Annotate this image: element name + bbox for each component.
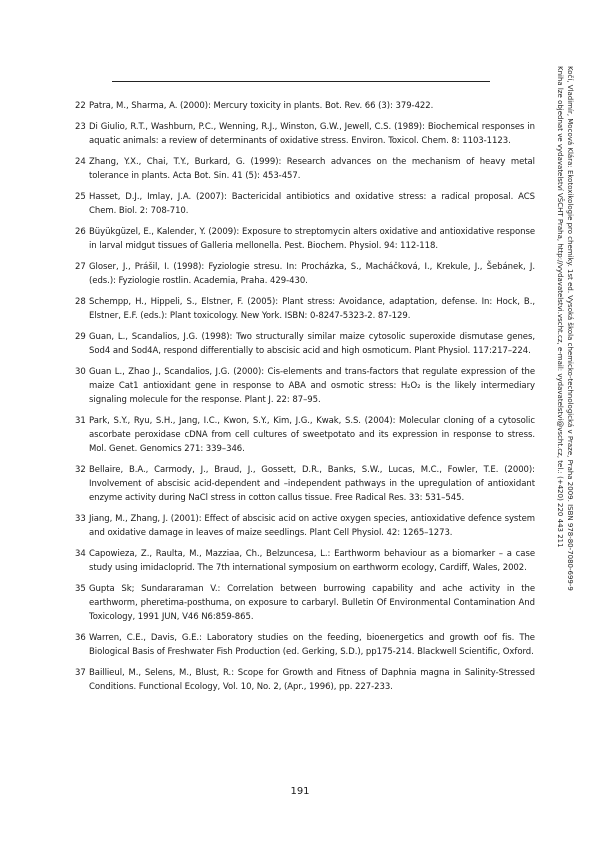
reference-item bbox=[75, 295, 535, 323]
reference-item bbox=[75, 414, 535, 456]
reference-number: 22 bbox=[75, 101, 86, 111]
reference-text: Bellaire, B.A., Carmody, J., Braud, J., Gossett, D.R., Banks, S.W., Lucas, M.C., Fowler, T.E. (2000): Involvement of abscisic acid-dependent and –independent pathways in the upregulation of antioxidant enzyme activity during NaCl stress in cotton callus tissue. Free Radical Res. 33: 531–545. bbox=[89, 465, 535, 503]
reference-number: 29 bbox=[75, 332, 86, 342]
reference-number: 37 bbox=[75, 668, 86, 678]
reference-number: 34 bbox=[75, 549, 86, 559]
reference-number: 36 bbox=[75, 633, 86, 643]
reference-item bbox=[75, 225, 535, 253]
reference-text: Schempp, H., Hippeli, S., Elstner, F. (2005): Plant stress: Avoidance, adaptation, defense. In: Hock, B., Elstner, E.F. (eds.): Plant toxicology. New York. ISBN: 0-8247-5323-2. 87-129. bbox=[89, 297, 535, 321]
reference-number: 33 bbox=[75, 514, 86, 524]
reference-item bbox=[75, 512, 535, 540]
reference-text: Guan L., Zhao J., Scandalios, J.G. (2000): Cis-elements and trans-factors that regulate expression of the maize Cat1 antioxidant gene in response to ABA and osmotic stress: H₂O₂ is the likely intermediary signaling molecule for the response. Plant J. 22: 87–95. bbox=[89, 367, 535, 405]
reference-number: 32 bbox=[75, 465, 86, 475]
reference-item bbox=[75, 631, 535, 659]
side-note-line-2: Kniha lze objednat ve vydavatelství VŠCHT Praha, http://vydavatelstvi.vscht.cz, e-mail: vydavatelstvi@vscht.cz, tel.: (+420) 220 443 211 bbox=[556, 66, 564, 548]
reference-number: 23 bbox=[75, 122, 86, 132]
reference-text: Patra, M., Sharma, A. (2000): Mercury toxicity in plants. Bot. Rev. 66 (3): 379-422. bbox=[89, 101, 434, 111]
reference-number: 30 bbox=[75, 367, 86, 377]
reference-item bbox=[75, 99, 535, 113]
reference-text: Warren, C.E., Davis, G.E.: Laboratory studies on the feeding, bioenergetics and growth oof fis. The Biological Basis of Freshwater Fish Production (ed. Gerking, S.D.), pp175-214. Blackwell Scientific, Oxford. bbox=[89, 633, 535, 657]
reference-number: 35 bbox=[75, 584, 86, 594]
reference-item bbox=[75, 190, 535, 218]
reference-item bbox=[75, 463, 535, 505]
reference-item bbox=[75, 365, 535, 407]
reference-text: Hasset, D.J., Imlay, J.A. (2007): Bactericidal antibiotics and oxidative stress: a radical proposal. ACS Chem. Biol. 2: 708-710. bbox=[89, 192, 535, 216]
reference-number: 24 bbox=[75, 157, 86, 167]
reference-number: 28 bbox=[75, 297, 86, 307]
reference-item bbox=[75, 260, 535, 288]
reference-text: Baillieul, M., Selens, M., Blust, R.: Scope for Growth and Fitness of Daphnia magna in Salinity-Stressed Conditions. Functional Ecology, Vol. 10, No. 2, (Apr., 1996), pp. 227-233. bbox=[89, 668, 535, 692]
reference-text: Di Giulio, R.T., Washburn, P.C., Wenning, R.J., Winston, G.W., Jewell, C.S. (1989): Biochemical responses in aquatic animals: a review of determinants of oxidative stress. Environ. Toxicol. Chem. 8: 1103-1123. bbox=[89, 122, 535, 146]
reference-list bbox=[75, 99, 535, 701]
reference-text: Capowieza, Z., Raulta, M., Mazziaa, Ch., Belzuncesa, L.: Earthworm behaviour as a biomarker – a case study using imidacloprid. The 7th international symposium on earthworm ecology, Cardiff, Wales, 2002. bbox=[89, 549, 535, 573]
side-note-line-1: Kočí, Vladimír, Mocová Klára: Ekotoxikologie pro chemiky. 1st ed. Vysoká škola chemicko-technologická v Praze, Praha 2009. ISBN 978-80-7080-699-9 bbox=[566, 66, 574, 591]
reference-text: Büyükgüzel, E., Kalender, Y. (2009): Exposure to streptomycin alters oxidative and antioxidative response in larval midgut tissues of Galleria mellonella. Pest. Biochem. Physiol. 94: 112-118. bbox=[89, 227, 535, 251]
reference-number: 31 bbox=[75, 416, 86, 426]
reference-item bbox=[75, 582, 535, 624]
reference-item bbox=[75, 330, 535, 358]
reference-text: Jiang, M., Zhang, J. (2001): Effect of abscisic acid on active oxygen species, antioxidative defence system and oxidative damage in leaves of maize seedlings. Plant Cell Physiol. 42: 1265–1273. bbox=[89, 514, 535, 538]
reference-text: Guan, L., Scandalios, J.G. (1998): Two structurally similar maize cytosolic superoxide dismutase genes, Sod4 and Sod4A, respond differentially to abscisic acid and high osmoticum. Plant Physiol. 117:217–224. bbox=[89, 332, 535, 356]
reference-item bbox=[75, 547, 535, 575]
reference-item bbox=[75, 666, 535, 694]
page-number: 191 bbox=[290, 786, 310, 797]
side-note bbox=[551, 66, 575, 636]
reference-text: Gupta Sk; Sundararaman V.: Correlation between burrowing capability and ache activity in the earthworm, pheretima-posthuma, on exposure to carbaryl. Bulletin Of Environmental Contamination And Toxicology, 1991 JUN, V46 N6:859-865. bbox=[89, 584, 535, 622]
reference-number: 27 bbox=[75, 262, 86, 272]
reference-text: Zhang, Y.X., Chai, T.Y., Burkard, G. (1999): Research advances on the mechanism of heavy metal tolerance in plants. Acta Bot. Sin. 41 (5): 453-457. bbox=[89, 157, 535, 181]
reference-text: Park, S.Y., Ryu, S.H., Jang, I.C., Kwon, S.Y., Kim, J.G., Kwak, S.S. (2004): Molecular cloning of a cytosolic ascorbate peroxidase cDNA from cell cultures of sweetpotato and its expression in response to stress. Mol. Genet. Genomics 271: 339–346. bbox=[89, 416, 535, 454]
reference-number: 25 bbox=[75, 192, 86, 202]
reference-number: 26 bbox=[75, 227, 86, 237]
header-rule bbox=[112, 81, 490, 82]
reference-text: Gloser, J., Prášil, I. (1998): Fyziologie stresu. In: Procházka, S., Macháčková, I., Krekule, J., Šebánek, J. (eds.): Fyziologie rostlin. Academia, Praha. 429-430. bbox=[89, 262, 535, 286]
reference-item bbox=[75, 155, 535, 183]
reference-item bbox=[75, 120, 535, 148]
